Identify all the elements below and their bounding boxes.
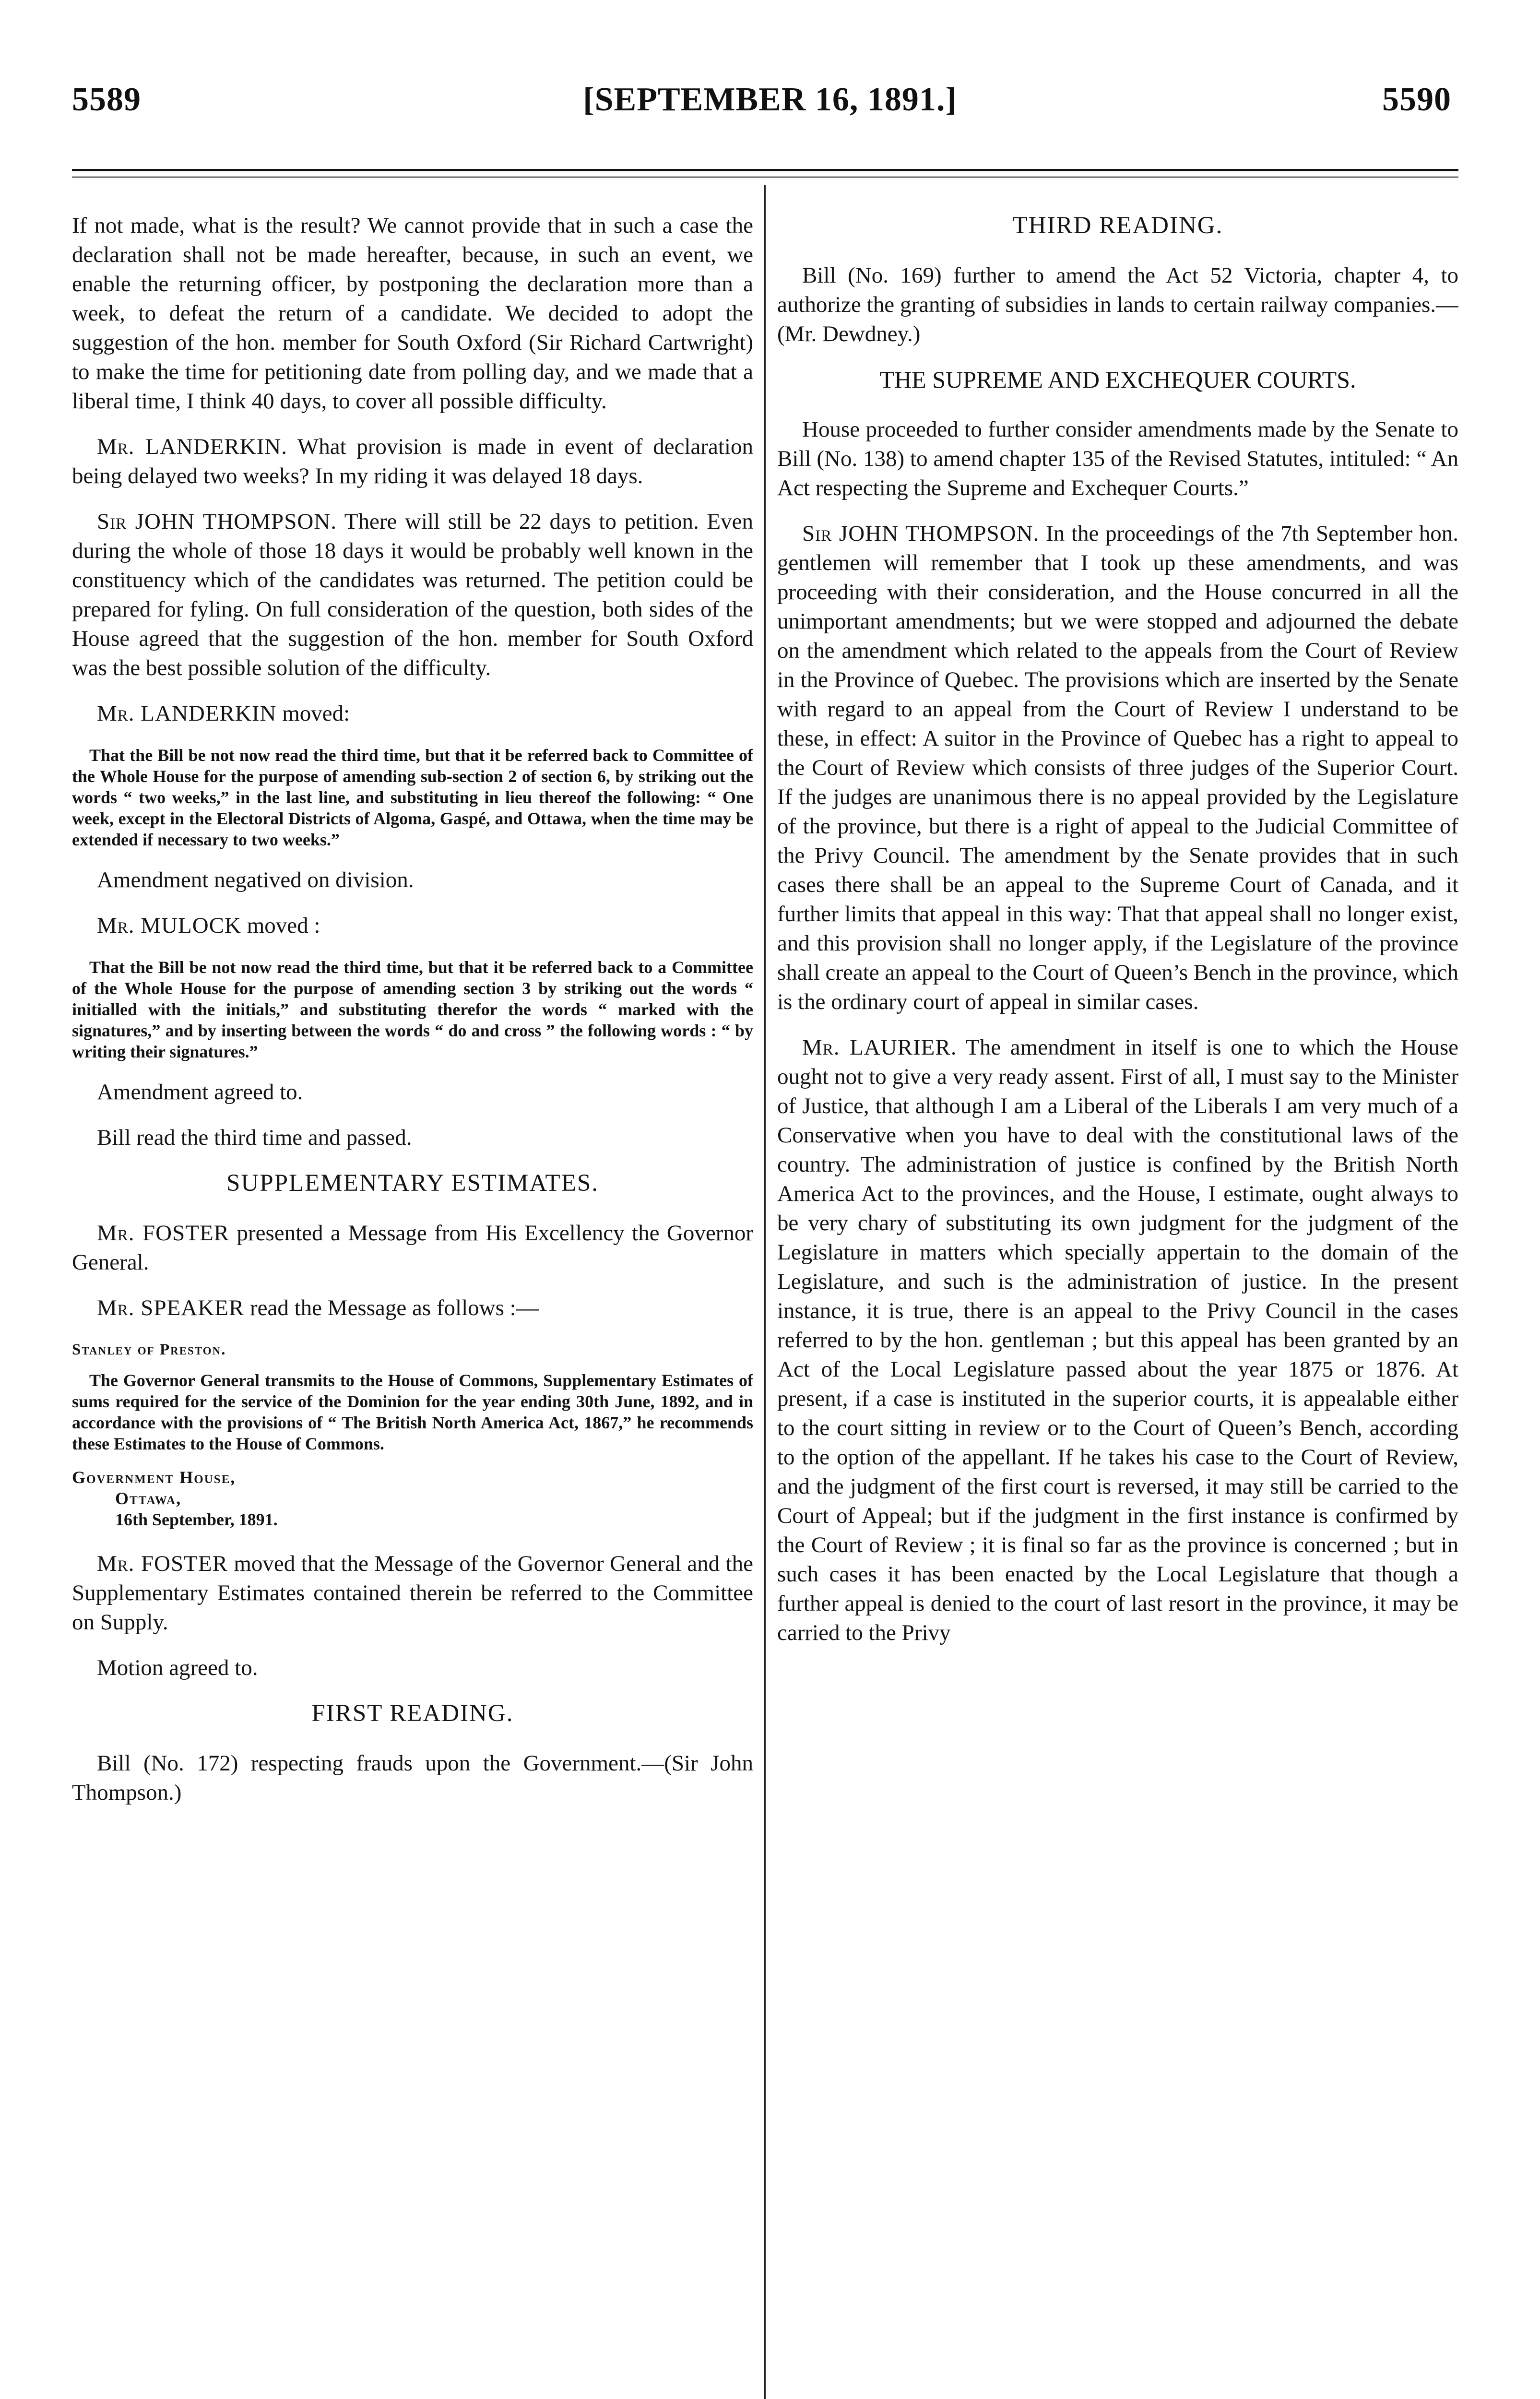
- speech-text: In the proceedings of the 7th September hon. gentlemen will remember that I took up these amendments, and was proceeding with their consideration, and the House concurred in all the unimportant amendments; but we were stopped and adjourned the debate on the amendment which related to the appeals from the Court of Review in the Province of Quebec. The provisions which are inserted by the Senate with regard to an appeal from the Court of Review I understand to be these, in effect: A suitor in the Province of Quebec has a right to appeal to the Court of Review which consists of three judges of the Superior Court. If the judges are unanimous there is no appeal provided by the Legislature of the province, but there is a right of appeal to the Judicial Committee of the Privy Council. The amendment by the Senate provides that in such cases there shall be an appeal to the Supreme Court of Canada, and it further limits that appeal in this way: That that appeal shall no longer exist, and this provision shall no longer apply, if the Legislature of the province shall create an appeal to the Court of Queen’s Bench in the province, which is the ordinary court of appeal in similar cases.: [777, 521, 1458, 1014]
- paragraph: [777, 519, 1458, 1017]
- speaker-name: Mr. MULOCK: [97, 913, 241, 938]
- paragraph: Bill (No. 169) further to amend the Act 52 Victoria, chapter 4, to authorize the granting of subsidies in lands to certain railway companies.—(Mr. Dewdney.): [777, 263, 1458, 346]
- page-date: [SEPTEMBER 16, 1891.]: [583, 81, 957, 118]
- speaker-name: Mr. LANDERKIN: [97, 701, 277, 726]
- speech-text: presented a Message from His Excellency the Governor General.: [72, 1221, 753, 1275]
- place-date-line: [72, 1488, 753, 1530]
- paragraph: If not made, what is the result? We cannot provide that in such a case the declaration shall not be made hereafter, because, in such an event, we enable the returning officer, by postponing the declaration more than a week, to defeat the return of a candidate. We decided to adopt the suggestion of the hon. member for South Oxford (Sir Richard Cartwright) to make the time for petitioning date from polling day, and we made that a liberal time, I think 40 days, to cover all possible difficulty.: [72, 213, 753, 414]
- left-column: [72, 211, 753, 2399]
- message-signature: Stanley of Preston.: [72, 1341, 226, 1358]
- speaker-name: Mr. FOSTER: [97, 1221, 229, 1246]
- speech-text: What provision is made in event of declaration being delayed two weeks? In my riding it was delayed 18 days.: [72, 434, 753, 488]
- speaker-name: Sir JOHN THOMPSON.: [97, 509, 337, 534]
- paragraph: [72, 1549, 753, 1637]
- section-heading: SUPPLEMENTARY ESTIMATES.: [226, 1170, 599, 1197]
- speech-text: moved that the Message of the Governor General and the Supplementary Estimates contained therein be referred to the Committee on Supply.: [72, 1551, 753, 1635]
- speaker-name: Mr. LAURIER.: [802, 1035, 957, 1060]
- section-heading: THE SUPREME AND EXCHEQUER COURTS.: [879, 366, 1356, 393]
- paragraph: [72, 1219, 753, 1277]
- section-heading: THIRD READING.: [1012, 212, 1223, 239]
- page-number-left: 5589: [72, 81, 141, 118]
- speech-text: read the Message as follows :—: [244, 1295, 539, 1320]
- speech-text: moved:: [276, 701, 350, 726]
- paragraph: [72, 699, 753, 728]
- right-column: [777, 211, 1458, 2399]
- paragraph: [72, 507, 753, 683]
- place-city: Ottawa,: [115, 1489, 182, 1508]
- speaker-name: Sir JOHN THOMPSON.: [802, 521, 1040, 546]
- paragraph: House proceeded to further consider amendments made by the Senate to Bill (No. 138) to amend chapter 135 of the Revised Statutes, intituled: “ An Act respecting the Supreme and Exchequer Courts.”: [777, 417, 1458, 500]
- speaker-name: Mr. SPEAKER: [97, 1295, 245, 1320]
- motion-text: That the Bill be not now read the third time, but that it be referred back to Committee of the Whole House for the purpose of amending sub-section 2 of section 6, by striking out the words “ two weeks,” in the last line, and substituting in lieu thereof the following: “ One week, except in the Electoral Districts of Algoma, Gaspé, and Ottawa, when the time may be extended if necessary to two weeks.”: [72, 746, 753, 849]
- message-place: [72, 1467, 753, 1530]
- paragraph: Bill (No. 172) respecting frauds upon the Government.—(Sir John Thompson.): [72, 1751, 753, 1805]
- speaker-name: Mr. FOSTER: [97, 1551, 228, 1576]
- section-heading: FIRST READING.: [311, 1700, 514, 1727]
- place-date: 16th September, 1891.: [115, 1510, 278, 1529]
- column-divider: [764, 185, 766, 2399]
- paragraph: Bill read the third time and passed.: [97, 1125, 412, 1150]
- paragraph: Amendment agreed to.: [97, 1080, 303, 1104]
- header-rule-thick: [72, 169, 1458, 171]
- paragraph: [777, 1033, 1458, 1648]
- header-rule-thin: [72, 177, 1458, 178]
- page-number-right: 5590: [1382, 81, 1451, 118]
- paragraph: Amendment negatived on division.: [97, 867, 414, 892]
- speech-text: The amendment in itself is one to which the House ought not to give a very ready assent. First of all, I must say to the Minister of Justice, that although I am a Liberal of the Liberals I am very much of a Conservative when you have to deal with the constitutional laws of the country. The administration of justice is confined by the British North America Act to the provinces, and the House, I estimate, ought always to be very chary of substituting its own judgment for the judgment of the Legislature in matters which specially appertain to the domain of the Legislature, and such is the administration of justice. In the present instance, it is true, there is an appeal to the Privy Council in the cases referred to by the hon. gentleman ; but this appeal has been granted by an Act of the Local Legislature passed about the year 1875 or 1876. At present, if a case is instituted in the superior courts, it is appealable either to the court sitting in review or to the Court of Queen’s Bench, according to the option of the appellant. If he takes his case to the Court of Review, and the judgment of the first court is reversed, it may still be carried to the Court of Appeal; but if the judgment in the first instance is confirmed by the Court of Review ; it is final so far as the province is concerned ; but in such cases it has been enacted by the Local Legislature that though a further appeal is denied to the court of last resort in the province, it may be carried to the Privy: [777, 1035, 1458, 1645]
- paragraph: [72, 432, 753, 491]
- place-line: Government House,: [72, 1468, 236, 1487]
- paragraph: Motion agreed to.: [97, 1655, 258, 1680]
- speaker-name: Mr. LANDERKIN.: [97, 434, 288, 459]
- message-text: The Governor General transmits to the House of Commons, Supplementary Estimates of sums required for the service of the Dominion for the year ending 30th June, 1892, and in accordance with the provisions of “ The British North America Act, 1867,” he recommends these Estimates to the House of Commons.: [72, 1371, 753, 1453]
- motion-text: That the Bill be not now read the third time, but that it be referred back to a Committee of the Whole House for the purpose of amending section 3 by striking out the words “ initialled with the initials,” and substituting therefor the words “ marked with the signatures,” and by inserting between the words “ do and cross ” the following words : “ by writing their signatures.”: [72, 958, 753, 1061]
- speech-text: There will still be 22 days to petition. Even during the whole of those 18 days it would be probably well known in the constituency which of the candidates was returned. The petition could be prepared for fyling. On full consideration of the question, both sides of the House agreed that the suggestion of the hon. member for South Oxford was the best possible solution of the difficulty.: [72, 509, 753, 680]
- speech-text: moved :: [241, 913, 320, 938]
- paragraph: [72, 1294, 753, 1323]
- paragraph: [72, 911, 753, 940]
